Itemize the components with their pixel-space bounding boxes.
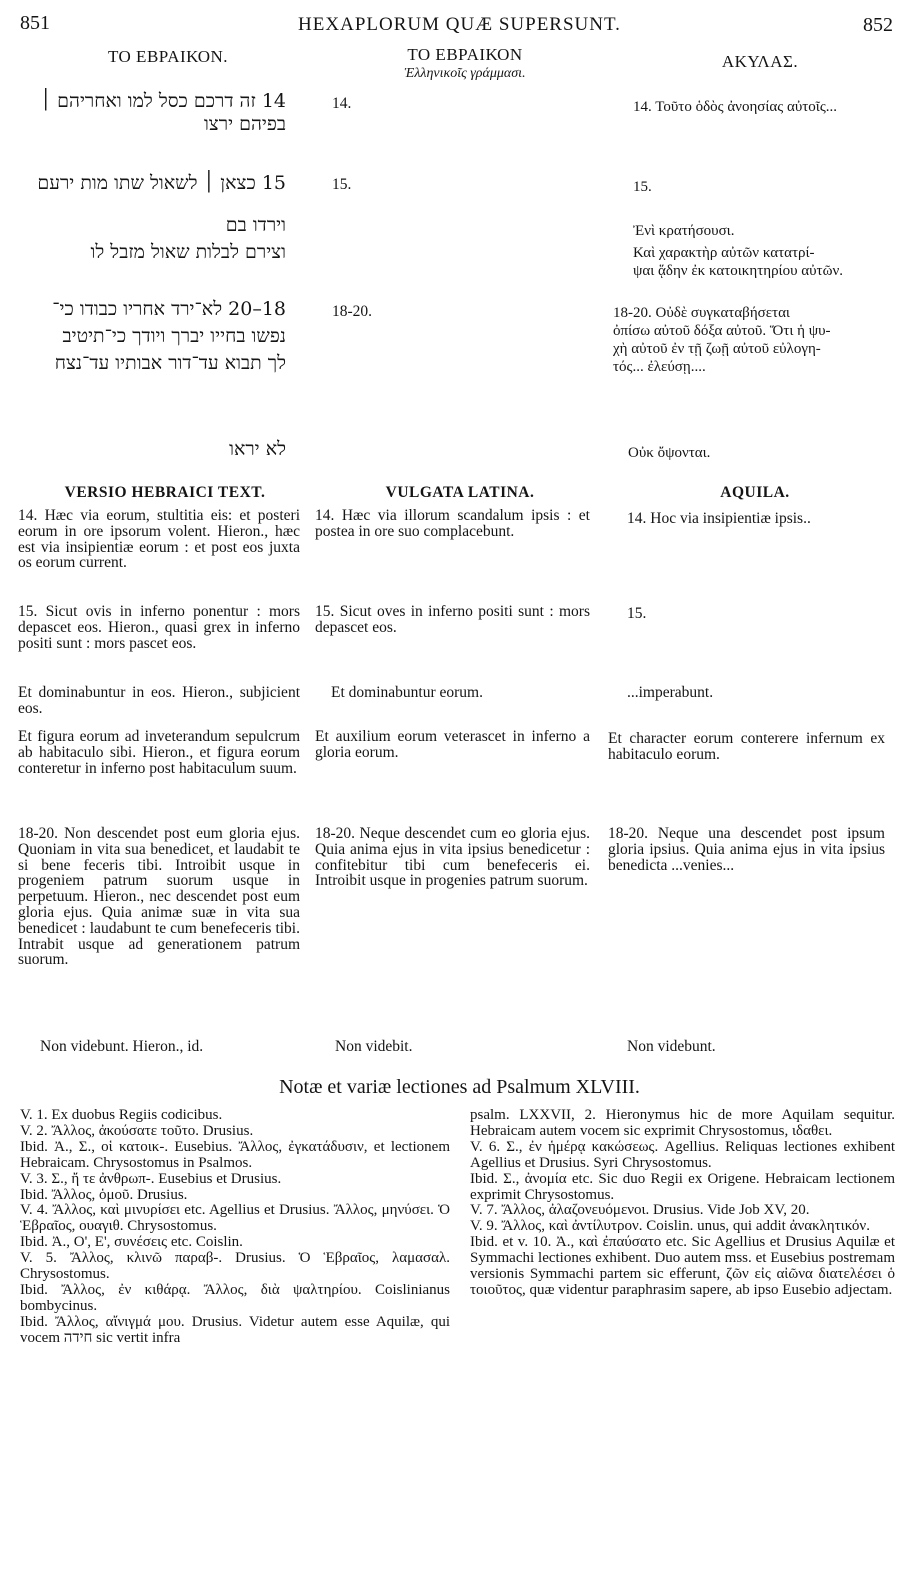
hebraici-verse-18-20: 18-20. Non descendet post eum gloria ejus. Quoniam in vita sua benedicet, et laudabit te si bene feceris tibi. Introibit usque in progeniem patrum suorum usque in perpetuum. Hieron., nec descendet post eum gloria ejus. Quia animæ suæ in vita sua benedicet : laudabunt te cum benefeceris tibi. Intrabit usque ad generationem patrum suorum.: [18, 825, 300, 969]
page-number-right: 852: [863, 14, 893, 36]
hebraici-verse-15b: Et dominabuntur in eos. Hieron., subjicient eos.: [18, 684, 300, 717]
note-entry: psalm. LXXVII, 2. Hieronymus hic de more Aquilam sequitur. Hebraicam autem vocem sic exprimit Chrysostomus, ιδαθει.: [470, 1107, 895, 1139]
vulgata-non-videbit: Non videbit.: [335, 1038, 413, 1055]
hebrew-verse-14: 14 זה דרכם כסל למו ואחריהם ׀ בפיהם ירצו: [40, 90, 286, 135]
hebraici-verse-15: 15. Sicut ovis in inferno ponentur : mors depascet eos. Hieron., quasi grex in inferno positi sunt : mors pascet eos.: [18, 603, 300, 652]
note-entry: Ibid. Ἄλλος, ἐν κιθάρᾳ. Ἄλλος, διὰ ψαλτηρίου. Coislinianus bombycinus.: [20, 1281, 450, 1314]
note-entry: V. 7. Ἄλλος, ἀλαζονευόμενοι. Drusius. Vide Job XV, 20.: [470, 1202, 810, 1219]
hebraici-verse-15c: Et figura eorum ad inveterandum sepulcrum ab habitaculo sibi. Hieron., et figura eorum conteretur in inferno post habitaculum suum.: [18, 728, 300, 777]
aquila-latin-heading: AQUILA.: [720, 484, 790, 501]
note-entry: Ibid. Σ., ἀνομία etc. Sic duo Regii ex Origene. Hebraicam lectionem exprimit Chrysostomus.: [470, 1170, 895, 1203]
note-entry: V. 4. Ἄλλος, καὶ μινυρίσει etc. Agellius et Drusius. Ἄλλος, μηνύσει. Ὁ Ἑβραῖος, ουαγιθ. Chrysostomus.: [20, 1202, 450, 1235]
aquila-latin-verse-15: 15.: [627, 605, 647, 622]
versio-hebraici-heading: VERSIO HEBRAICI TEXT.: [64, 484, 266, 501]
aquila-latin-verse-18-20: 18-20. Neque una descendet post ipsum gloria ipsius. Quia anima ejus in vita ipsius benedicta ...venies...: [608, 825, 885, 874]
hebraici-non-videbunt: Non videbunt. Hieron., id.: [40, 1038, 204, 1055]
running-head: HEXAPLORUM QUÆ SUPERSUNT.: [298, 14, 621, 35]
aquila-latin-verse-14: 14. Hoc via insipientiæ ipsis..: [627, 510, 811, 527]
hebrew-verse-15b: וירדו בם וצירם לבלות שאול מזבל לו: [90, 214, 286, 263]
greek-verse-15b: Ἐνὶ κρατήσουσι.: [633, 223, 735, 239]
vulgata-verse-15b: Et dominabuntur eorum.: [331, 684, 483, 701]
notes-left-column: [20, 1108, 450, 1347]
notes-right-column: [470, 1108, 895, 1299]
vulgata-verse-18-20: 18-20. Neque descendet cum eo gloria ejus. Quia anima ejus in vita ipsius benedicetur : confitebitur tibi cum benefeceris ei. Introibit usque in progenies patrum suorum.: [315, 825, 590, 890]
vulgata-verse-15c: Et auxilium eorum veterascet in inferno a gloria eorum.: [315, 728, 590, 761]
transliteration-subheading: Ἑλληνικοῖς γράμμασι.: [404, 66, 526, 81]
greek-non-videbunt: Οὐκ ὄψονται.: [628, 445, 711, 461]
translit-verse-14: 14.: [332, 95, 352, 112]
note-entry: Ibid. Ἄλλος, αἴνιγμά μου. Drusius. Videtur autem esse Aquilæ, qui vocem חידה sic vertit infra: [20, 1313, 450, 1346]
hebraici-verse-14: 14. Hæc via eorum, stultitia eis: et posteri eorum in ore ipsorum volent. Hieron., hæc est via insipientiæ eorum : et post eos juxta os eorum current.: [18, 507, 300, 572]
aquila-latin-verse-15b: ...imperabunt.: [627, 684, 714, 701]
aquila-greek-column-heading: ΑΚΥΛΑΣ.: [721, 52, 799, 71]
vulgata-verse-15: 15. Sicut oves in inferno positi sunt : mors depascet eos.: [315, 603, 590, 636]
note-entry: V. 9. Ἄλλος, καὶ ἀντίλυτρον. Coislin. unus, qui addit ἀνακλητικόν.: [470, 1218, 870, 1235]
greek-verse-15c: Καὶ χαρακτὴρ αὐτῶν κατατρί- ψαι ᾅδην ἐκ κατοικητηρίου αὐτῶν.: [633, 245, 843, 279]
note-entry: Ibid. Ἄλλος, ὁμοῦ. Drusius.: [20, 1186, 188, 1203]
note-entry: V. 2. Ἄλλος, ἀκούσατε τοῦτο. Drusius.: [20, 1122, 254, 1139]
vulgata-heading: VULGATA LATINA.: [385, 484, 535, 501]
aquila-latin-verse-15c: Et character eorum conterere infernum ex habitaculo eorum.: [608, 730, 885, 763]
note-entry: Ibid. Ἀ., Ο', Ε', συνέσεις etc. Coislin.: [20, 1234, 243, 1251]
greek-verse-15: 15.: [633, 179, 652, 195]
note-entry: V. 6. Σ., ἐν ἡμέρᾳ κακώσεως. Agellius. Reliquas lectiones exhibent Agellius et Drusius. Syri Chrysostomus.: [470, 1138, 895, 1171]
note-entry: V. 1. Ex duobus Regiis codicibus.: [20, 1107, 223, 1123]
vulgata-verse-14: 14. Hæc via illorum scandalum ipsis : et postea in ore suo complacebunt.: [315, 507, 590, 540]
hebrew-non-videbunt: לא יראו: [229, 438, 286, 460]
page-number-left: 851: [20, 12, 50, 34]
note-entry: V. 5. Ἄλλος, κλινῶ παραβ-. Drusius. Ὁ Ἑβραῖος, λαμασαλ. Chrysostomus.: [20, 1250, 450, 1283]
transliteration-column-heading: ΤΟ ΕΒΡΑΙΚΟΝ: [407, 45, 523, 64]
notes-title: Notæ et variæ lectiones ad Psalmum XLVIII.: [279, 1076, 640, 1098]
note-entry: Ibid. et v. 10. Ἀ., καὶ ἐπαύσατο etc. Sic Agellius et Drusius Aquilæ et Symmachi lectiones exhibent. Duo autem mss. et Eusebius postremam versionis Symmachi partem sic efferunt, ζῶν εἰς αἰῶνα διατελέσει ὁ τοιοῦτος, quæ videntur paraphrasim sapere, ab ipso Eusebio adjectam.: [470, 1234, 895, 1298]
translit-verse-15: 15.: [332, 176, 352, 193]
greek-verse-14: 14. Τοῦτο ὁδὸς ἀνοησίας αὐτοῖς...: [633, 99, 838, 115]
greek-verse-18-20: 18-20. Οὐδὲ συγκαταβήσεται ὀπίσω αὐτοῦ δόξα αὐτοῦ. Ὅτι ἡ ψυ- χὴ αὐτοῦ ἐν τῇ ζωῇ αὐτοῦ εὐλογη- τός... ἐλεύσῃ....: [613, 305, 831, 375]
hebrew-column-heading: ΤΟ ΕΒΡΑΙΚΟΝ.: [107, 47, 229, 66]
note-entry: V. 3. Σ., ἤ τε ἀνθρωπ-. Eusebius et Drusius.: [20, 1170, 282, 1187]
hebrew-verse-18-20: 18–20 לא־ירד אחריו כבודו כי־ נפשו בחייו יברך ויודך כי־תיטיב לך תבוא עד־דור אבותיו עד־נצח: [52, 298, 286, 374]
note-entry: Ibid. Ἀ., Σ., οἱ κατοικ-. Eusebius. Ἄλλος, ἐγκατάδυσιν, et lectionem Hebraicam. Chrysostomus in Psalmos.: [20, 1138, 450, 1171]
translit-verse-18-20: 18-20.: [332, 303, 373, 320]
hebrew-verse-15: 15 כצאן ׀ לשאול שתו מות ירעם: [37, 172, 286, 194]
aquila-latin-non-videbunt: Non videbunt.: [627, 1038, 716, 1055]
